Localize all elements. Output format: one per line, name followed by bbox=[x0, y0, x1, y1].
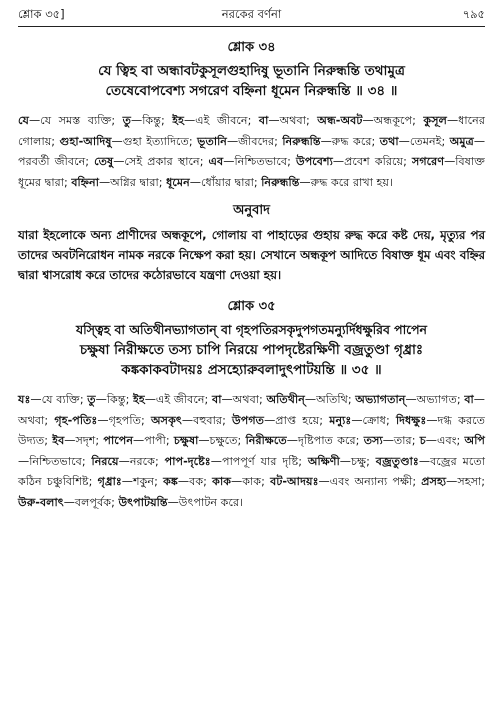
synonym-term: তথা bbox=[379, 134, 399, 148]
header-verse-ref: শ্লোক ৩৫] bbox=[18, 7, 65, 21]
synonym-term: অমুত্র bbox=[449, 134, 474, 148]
synonym-term: তু bbox=[87, 393, 96, 406]
synonym-term: দিধক্ষুঃ bbox=[395, 413, 427, 427]
synonym-meaning: জীবদের bbox=[238, 134, 275, 148]
verse-34-text bbox=[18, 61, 485, 101]
synonym-term: ইহ bbox=[133, 393, 145, 406]
synonym-term: সগরেণ bbox=[411, 155, 445, 168]
synonym-meaning: রুদ্ধ করে bbox=[331, 134, 372, 148]
synonym-term: বট-আদয়ঃ bbox=[270, 475, 319, 488]
header-page-number: ৭৯৫ bbox=[462, 7, 485, 21]
synonym-meaning: দগ্ধ করতে উদ্যত bbox=[18, 413, 485, 447]
synonym-meaning: অভ্যাগত bbox=[416, 393, 457, 406]
synonym-term: মন্যুঃ bbox=[329, 413, 352, 427]
synonym-meaning: কিন্তু bbox=[106, 393, 126, 406]
synonym-term: গৃধ্রাঃ bbox=[97, 475, 122, 488]
synonym-term: অতিথীন্ bbox=[266, 393, 305, 406]
synonym-term: অক্ষিণী bbox=[307, 454, 340, 468]
synonym-meaning: এবং অন্যান্য পক্ষী bbox=[329, 475, 413, 488]
synonym-meaning: অতিথি bbox=[316, 393, 348, 406]
synonym-meaning: প্রবেশ করিয়ে bbox=[344, 155, 404, 168]
synonym-meaning: ক্রোধ bbox=[362, 413, 386, 427]
synonym-meaning: তেমনই bbox=[409, 134, 442, 148]
synonym-meaning: অথবা bbox=[279, 114, 306, 127]
verse-35-synonyms: যঃ—যে ব্যক্তি; তু—কিন্তু; ইহ—এই জীবনে; বা—অথবা; অতিথীন্—অতিথি; অভ্যাগতান্—অভ্যাগত; বা—অথবা; গৃহ-পতিঃ—গৃহপতি; অসকৃৎ—বহুবার; উপগত—প্রাপ্ত হয়ে; মন্যুঃ—ক্রোধ; দিধক্ষুঃ—দগ্ধ করতে উদ্যত; ইব—সদৃশ; পাপেন—পাপী; চক্ষুষা—চক্ষুতে; নিরীক্ষতে—দৃষ্টিপাত করে; তস্য—তার; চ—এবং; অপি—নিশ্চিতভাবে; নিরয়ে—নরকে; পাপ-দৃষ্টেঃ—পাপপূর্ণ যার দৃষ্টি; অক্ষিণী—চক্ষু; বজ্রতুণ্ডাঃ—বজ্রের মতো কঠিন চঞ্চুবিশিষ্ট; গৃধ্রাঃ—শকুন; কঙ্ক—বক; কাক—কাক; বট-আদয়ঃ—এবং অন্যান্য পক্ষী; প্রসহ্য—সহসা; উরু-বলাৎ—বলপূর্বক; উৎপাটয়ন্তি—উৎপাটন করে। bbox=[18, 393, 486, 509]
synonym-term: উপবেশ্য bbox=[295, 155, 333, 168]
synonym-meaning: পাপপূর্ণ যার দৃষ্টি bbox=[221, 454, 299, 468]
synonym-term: উৎপাটয়ন্তি bbox=[118, 495, 168, 509]
synonym-term: গুহা-আদিষু bbox=[59, 134, 112, 148]
header-chapter-title: নরকের বর্ণনা bbox=[221, 7, 282, 21]
synonym-term: পাপ-দৃষ্টেঃ bbox=[164, 454, 211, 468]
synonym-term: নিরীক্ষতে bbox=[245, 434, 287, 447]
synonym-term: বা bbox=[258, 114, 269, 127]
synonym-meaning: প্রাপ্ত হয়ে bbox=[275, 413, 320, 427]
synonym-term: ইহ bbox=[172, 114, 184, 127]
synonym-term: কাক bbox=[212, 475, 232, 488]
synonym-meaning: চক্ষু bbox=[350, 454, 367, 468]
synonym-term: গৃহ-পতিঃ bbox=[54, 413, 98, 427]
synonym-meaning: উৎপাটন করে। bbox=[178, 495, 244, 509]
synonym-meaning: রুদ্ধ করে রাখা হয়। bbox=[310, 175, 393, 189]
synonym-meaning: যে ব্যক্তি bbox=[41, 393, 80, 406]
header-rule bbox=[18, 26, 485, 27]
synonym-term: প্রসহ্য bbox=[421, 475, 447, 488]
synonym-term: ভূতানি bbox=[197, 134, 227, 148]
synonym-term: বজ্রতুণ্ডাঃ bbox=[375, 454, 419, 468]
synonym-meaning: নরকে bbox=[129, 454, 155, 468]
synonym-meaning: বিষাক্ত ধূমের দ্বারা bbox=[18, 155, 485, 189]
synonym-meaning: অথবা bbox=[18, 413, 45, 427]
synonym-meaning: ধানের গোলায় bbox=[18, 114, 485, 148]
synonym-meaning: ধোঁয়ার দ্বারা bbox=[200, 175, 254, 189]
verse-line: তেষেবোপবেশ্য সগরেণ বহ্নিনা ধূমেন নিরুন্ধন্তি ॥ ৩৪ ॥ bbox=[105, 83, 398, 99]
synonym-term: ইব bbox=[52, 434, 65, 447]
synonym-meaning: বজ্রের মতো কঠিন চঞ্চুবিশিষ্ট bbox=[18, 454, 486, 488]
synonym-term: কুসূল bbox=[423, 114, 447, 127]
synonym-meaning: এই জীবনে bbox=[195, 114, 248, 127]
running-header bbox=[18, 6, 485, 24]
synonym-term: অসকৃৎ bbox=[150, 413, 182, 427]
synonym-meaning: কাক bbox=[242, 475, 262, 488]
synonym-meaning: এই জীবনে bbox=[155, 393, 205, 406]
synonym-meaning: অথবা bbox=[232, 393, 260, 406]
verse-line: যস্ত্বিহ বা অতিথীনভ্যাগতান্ বা গৃহপতিরসকৃদুপগতমন্যুর্দিধক্ষুরিব পাপেন bbox=[76, 322, 427, 337]
synonym-term: অপি bbox=[464, 434, 486, 447]
translation-title: অনুবাদ bbox=[233, 203, 270, 218]
synonym-term: চক্ষুষা bbox=[173, 434, 199, 447]
synonym-term: এব bbox=[208, 155, 224, 168]
synonym-meaning: অন্ধকূপে bbox=[373, 114, 413, 127]
synonym-term: তু bbox=[122, 114, 132, 127]
synonym-meaning: কিন্তু bbox=[142, 114, 161, 127]
synonym-meaning: অগ্নির দ্বারা bbox=[110, 175, 159, 189]
synonym-term: চ bbox=[419, 434, 426, 447]
synonym-term: যঃ bbox=[18, 393, 31, 406]
verse-34-title: শ্লোক ৩৪ bbox=[227, 40, 276, 55]
synonym-term: নিরয়ে bbox=[91, 454, 119, 468]
synonym-meaning: সেই প্রকার স্থানে bbox=[124, 155, 200, 168]
synonym-meaning: এবং bbox=[436, 434, 457, 447]
verse-34-synonyms: যে—যে সমস্ত ব্যক্তি; তু—কিন্তু; ইহ—এই জীবনে; বা—অথবা; অন্ধ-অবট—অন্ধকূপে; কুসূল—ধানের গোলায়; গুহা-আদিষু—গুহা ইত্যাদিতে; ভূতানি—জীবদের; নিরুন্ধন্তি—রুদ্ধ করে; তথা—তেমনই; অমুত্র—পরবর্তী জীবনে; তেষু—সেই প্রকার স্থানে; এব—নিশ্চিতভাবে; উপবেশ্য—প্রবেশ করিয়ে; সগরেণ—বিষাক্ত ধূমের দ্বারা; বহ্নিনা—অগ্নির দ্বারা; ধূমেন—ধোঁয়ার দ্বারা; নিরুন্ধন্তি—রুদ্ধ করে রাখা হয়। bbox=[18, 114, 486, 189]
verse-35-title: শ্লোক ৩৫ bbox=[227, 299, 276, 314]
verse-line: চক্ষুষা নিরীক্ষতে তস্য চাপি নিরয়ে পাপদৃষ্টেরক্ষিণী বজ্রতুণ্ডা গৃধ্রাঃ bbox=[79, 342, 424, 358]
synonym-meaning: গুহা ইত্যাদিতে bbox=[122, 134, 189, 148]
verse-35-text bbox=[18, 320, 485, 380]
synonym-term: অন্ধ-অবট bbox=[317, 114, 363, 127]
synonym-meaning: পরবর্তী জীবনে bbox=[18, 155, 86, 168]
synonym-term: ধূমেন bbox=[166, 175, 190, 189]
synonym-term: নিরুন্ধন্তি bbox=[282, 134, 321, 148]
synonym-term: তস্য bbox=[363, 434, 383, 447]
page-content bbox=[18, 34, 485, 521]
verse-line: কঙ্ককাকবটাদয়ঃ প্রসহ্যোরুবলাদুৎপাটয়ন্তি ॥ ৩৫ ॥ bbox=[121, 362, 382, 378]
verse-line: যে ত্বিহ বা অন্ধাবটকুসূলগুহাদিষু ভূতানি নিরুন্ধন্তি তথামুত্র bbox=[98, 63, 405, 79]
synonym-meaning: বক bbox=[189, 475, 204, 488]
synonym-term: অভ্যাগতান্ bbox=[355, 393, 406, 406]
synonym-term: বা bbox=[211, 393, 222, 406]
synonym-meaning: যে সমস্ত ব্যক্তি bbox=[40, 114, 112, 127]
synonym-meaning: নিশ্চিতভাবে bbox=[29, 454, 82, 468]
synonym-meaning: শকুন bbox=[132, 475, 155, 488]
synonym-meaning: বলপূর্বক bbox=[74, 495, 112, 509]
synonym-meaning: দৃষ্টিপাত করে bbox=[297, 434, 356, 447]
synonym-term: উপগত bbox=[232, 413, 265, 427]
verse-34-translation: যারা ইহলোকে অন্য প্রাণীদের অন্ধকূপে, গোলায় বা পাহাড়ের গুহায় রুদ্ধ করে কষ্ট দেয়, মৃত্যুর পর তাদের অবটনিরোধন নামক নরকে নিক্ষেপ করা হয়। সেখানে অন্ধকূপ আদিতে বিষাক্ত ধূম এবং বহ্নির দ্বারা শ্বাসরোধ করে তাদের কঠোরভাবে যন্ত্রণা দেওয়া হয়। bbox=[18, 228, 485, 282]
synonym-term: যে bbox=[18, 114, 29, 127]
synonym-meaning: চক্ষুতে bbox=[209, 434, 238, 447]
synonym-term: উরু-বলাৎ bbox=[18, 495, 64, 509]
synonym-term: কঙ্ক bbox=[163, 475, 178, 488]
synonym-meaning: সদৃশ bbox=[75, 434, 96, 447]
synonym-term: বহ্নিনা bbox=[71, 175, 99, 189]
synonym-meaning: গৃহপতি bbox=[108, 413, 141, 427]
synonym-meaning: বহুবার bbox=[193, 413, 223, 427]
synonym-meaning: তার bbox=[393, 434, 412, 447]
synonym-meaning: সহসা bbox=[457, 475, 482, 488]
synonym-meaning: পাপী bbox=[144, 434, 166, 447]
synonym-meaning: নিশ্চিতভাবে bbox=[234, 155, 288, 168]
synonym-term: পাপেন bbox=[103, 434, 133, 447]
synonym-term: তেষু bbox=[94, 155, 114, 168]
synonym-term: বা bbox=[464, 393, 474, 406]
synonym-term: নিরুন্ধন্তি bbox=[261, 175, 300, 189]
